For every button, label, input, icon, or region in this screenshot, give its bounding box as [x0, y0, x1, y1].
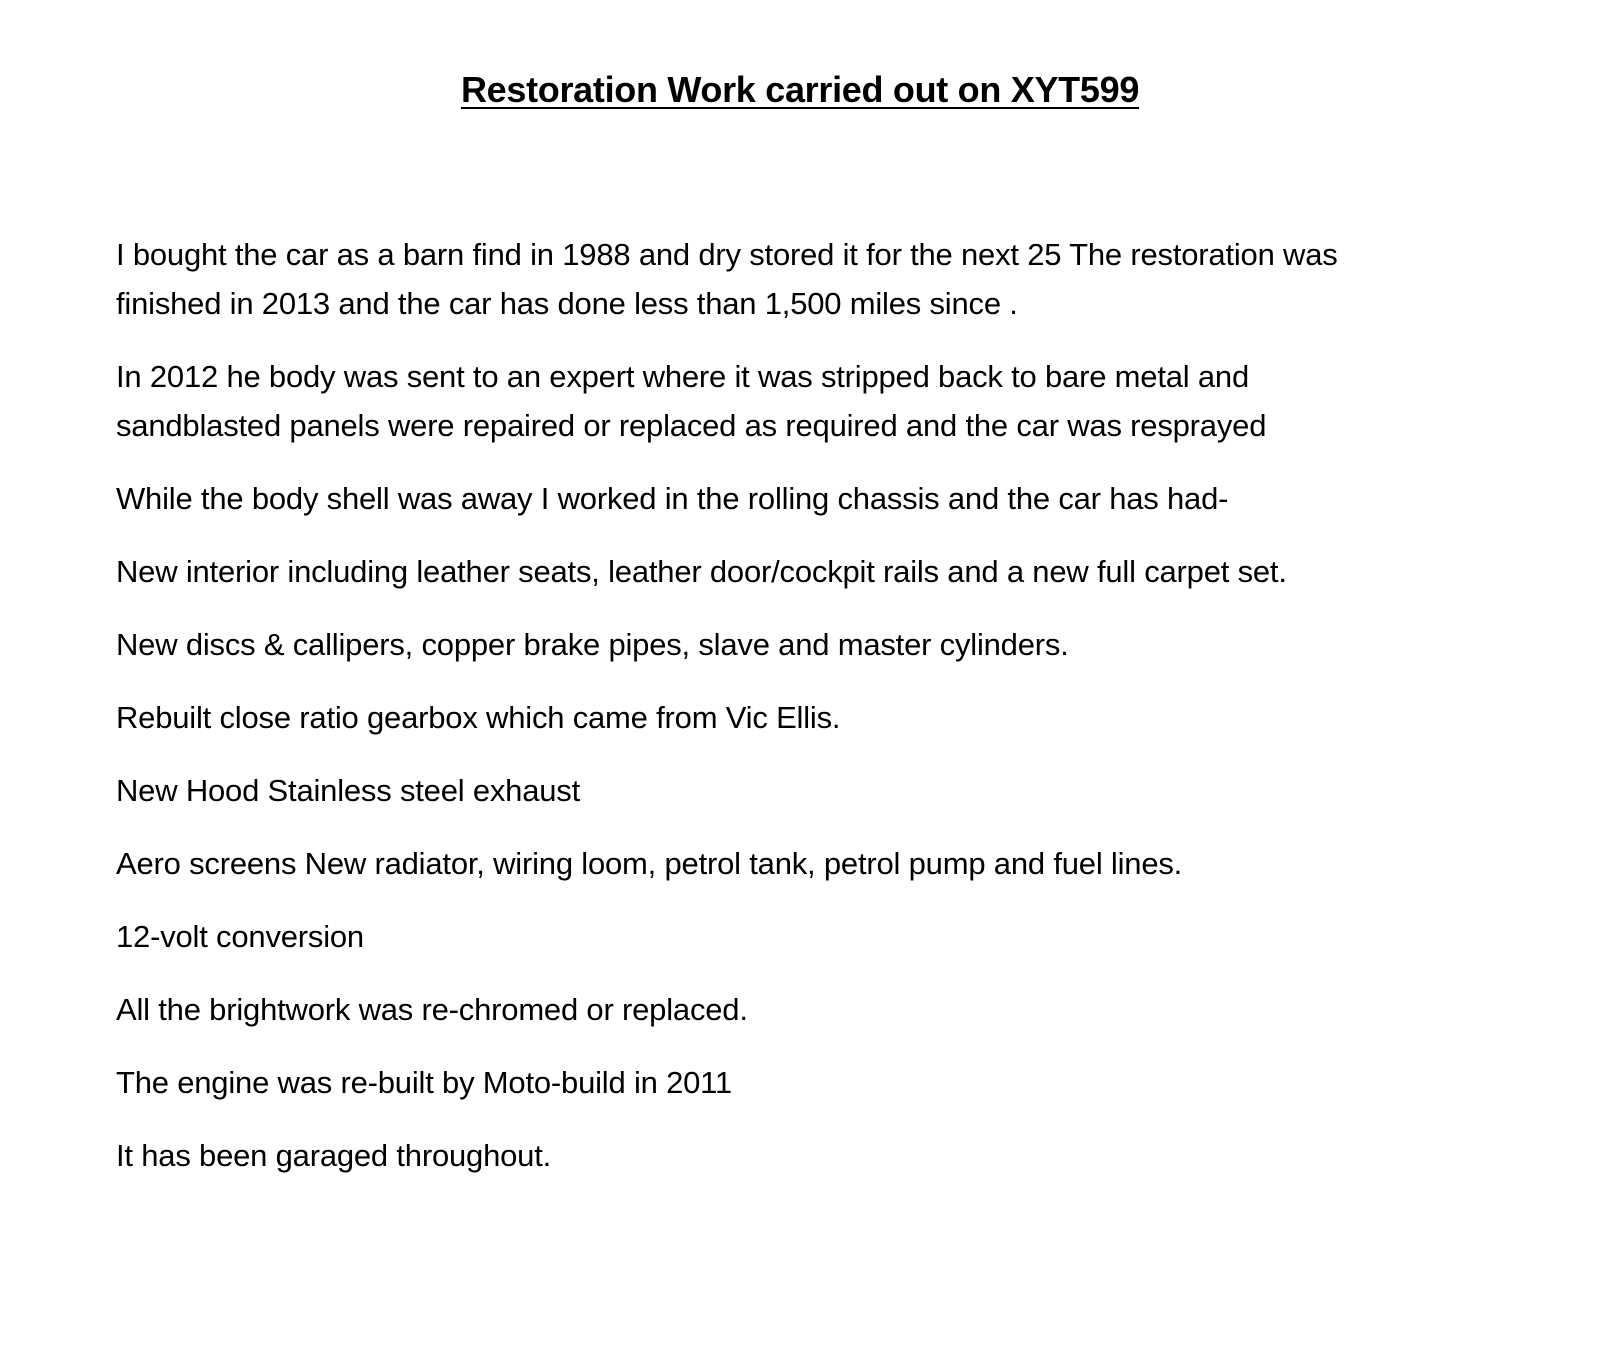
paragraph-hood-exhaust: [116, 766, 1516, 815]
paragraph-line: It has been garaged throughout.: [116, 1138, 552, 1173]
paragraph-bodywork: [116, 352, 1516, 450]
paragraph-gearbox: [116, 693, 1516, 742]
paragraph-line: While the body shell was away I worked in the rolling chassis and the car has had-: [116, 481, 1229, 516]
paragraph-line: New discs & callipers, copper brake pipes, slave and master cylinders.: [116, 627, 1069, 662]
paragraph-line: All the brightwork was re-chromed or replaced.: [116, 992, 748, 1027]
page-title: Restoration Work carried out on XYT599: [460, 69, 1140, 110]
paragraph-line: Rebuilt close ratio gearbox which came from Vic Ellis.: [116, 700, 841, 735]
paragraph-line: sandblasted panels were repaired or replaced as required and the car was resprayed: [116, 408, 1267, 443]
paragraph-line: The engine was re-built by Moto-build in 2011: [116, 1065, 732, 1100]
paragraph-line: I bought the car as a barn find in 1988 and dry stored it for the next 25 The restoration was: [116, 237, 1338, 272]
paragraph-line: finished in 2013 and the car has done less than 1,500 miles since .: [116, 286, 1018, 321]
paragraph-brightwork: [116, 985, 1516, 1034]
paragraph-storage: [116, 1131, 1516, 1180]
document-body: [116, 230, 1516, 1204]
paragraph-engine: [116, 1058, 1516, 1107]
paragraph-line: Aero screens New radiator, wiring loom, petrol tank, petrol pump and fuel lines.: [116, 846, 1183, 881]
paragraph-purchase: [116, 230, 1516, 328]
paragraph-brakes: [116, 620, 1516, 669]
paragraph-line: 12-volt conversion: [116, 919, 364, 954]
paragraph-electrics: [116, 912, 1516, 961]
paragraph-line: In 2012 he body was sent to an expert where it was stripped back to bare metal and: [116, 359, 1250, 394]
paragraph-screens-fuel: [116, 839, 1516, 888]
paragraph-line: New Hood Stainless steel exhaust: [116, 773, 581, 808]
paragraph-chassis-intro: [116, 474, 1516, 523]
paragraph-interior: [116, 547, 1516, 596]
paragraph-line: New interior including leather seats, leather door/cockpit rails and a new full carpet set.: [116, 554, 1287, 589]
